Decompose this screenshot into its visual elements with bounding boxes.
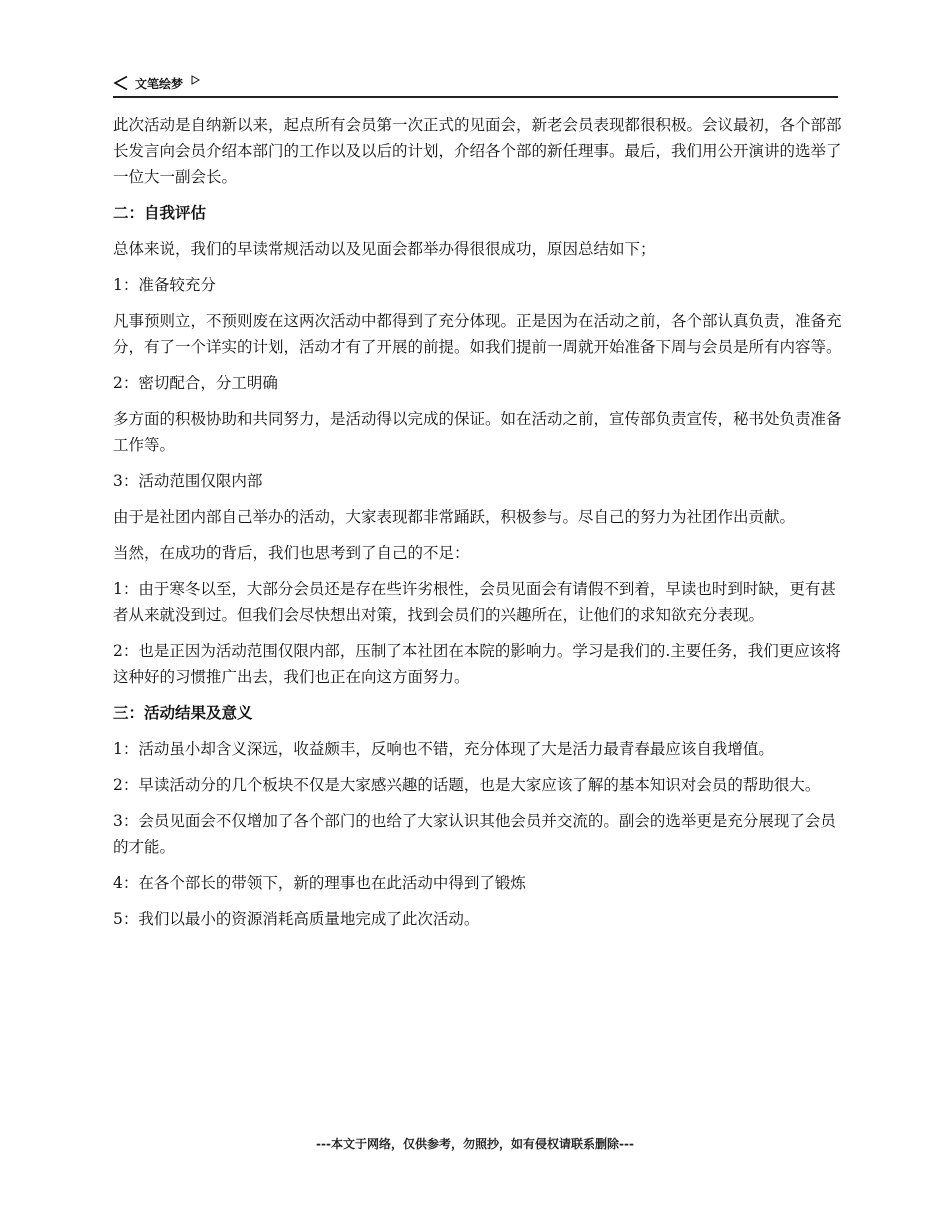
list-item: 3：会员见面会不仅增加了各个部门的也给了大家认识其他会员并交流的。副会的选举更是充分展现了会员的才能。 (113, 812, 836, 856)
list-item: 2：早读活动分的几个板块不仅是大家感兴趣的话题，也是大家应该了解的基本知识对会员的帮助很大。 (113, 776, 821, 794)
list-item: 5：我们以最小的资源消耗高质量地完成了此次活动。 (113, 910, 480, 928)
list-item: 2：也是正因为活动范围仅限内部，压制了本社团在本院的影响力。学习是我们的.主要任务，我们更应该将这种好的习惯推广出去，我们也正在向这方面努力。 (113, 642, 841, 686)
list-item-heading: 3：活动范围仅限内部 (113, 472, 263, 490)
section-heading: 二：自我评估 (113, 203, 207, 222)
list-item: 1：由于寒冬以至，大部分会员还是存在些许劣根性，会员见面会有请假不到着，早读也时到时缺，更有甚者从来就没到过。但我们会尽快想出对策，找到会员们的兴趣所在，让他们的求知欲充分表现。 (113, 580, 836, 624)
list-item-heading: 2：密切配合，分工明确 (113, 374, 278, 392)
paragraph: 多方面的积极协助和共同努力，是活动得以完成的保证。如在活动之前，宣传部负责宣传，秘书处负责准备工作等。 (113, 410, 842, 454)
paragraph: 总体来说，我们的早读常规活动以及见面会都举办得很很成功，原因总结如下； (113, 240, 656, 258)
header-brand (113, 73, 200, 93)
list-item: 4：在各个部长的带领下，新的理事也在此活动中得到了锻炼 (113, 874, 526, 892)
paragraph: 凡事预则立，不预则废在这两次活动中都得到了充分体现。正是因为在活动之前，各个部认真负责，准备充分，有了一个详实的计划，活动才有了开展的前提。如我们提前一周就开始准备下周与会员是所有内容等。 (113, 312, 842, 356)
list-item: 1：活动虽小却含义深远，收益颇丰，反响也不错，充分体现了大是活力最青春最应该自我增值。 (113, 740, 774, 758)
document-body (113, 112, 843, 942)
page-footer: ---本文于网络，仅供参考，勿照抄，如有侵权请联系删除--- (316, 1137, 634, 1151)
paragraph: 由于是社团内部自己举办的活动，大家表现都非常踊跃，积极参与。尽自己的努力为社团作出贡献。 (113, 508, 796, 526)
paragraph: 当然，在成功的背后，我们也思考到了自己的不足： (113, 544, 470, 562)
back-triangle-icon[interactable] (113, 75, 129, 91)
section-heading: 三：活动结果及意义 (113, 703, 253, 722)
list-item-heading: 1：准备较充分 (113, 276, 216, 294)
header-title: 文笔绘梦 (135, 76, 184, 91)
play-triangle-icon (191, 75, 200, 85)
paragraph: 此次活动是自纳新以来，起点所有会员第一次正式的见面会，新老会员表现都很积极。会议最初，各个部部长发言向会员介绍本部门的工作以及以后的计划，介绍各个部的新任理事。最后，我们用公开演讲的选举了一位大一副会长。 (113, 116, 842, 186)
page-header (113, 70, 838, 98)
